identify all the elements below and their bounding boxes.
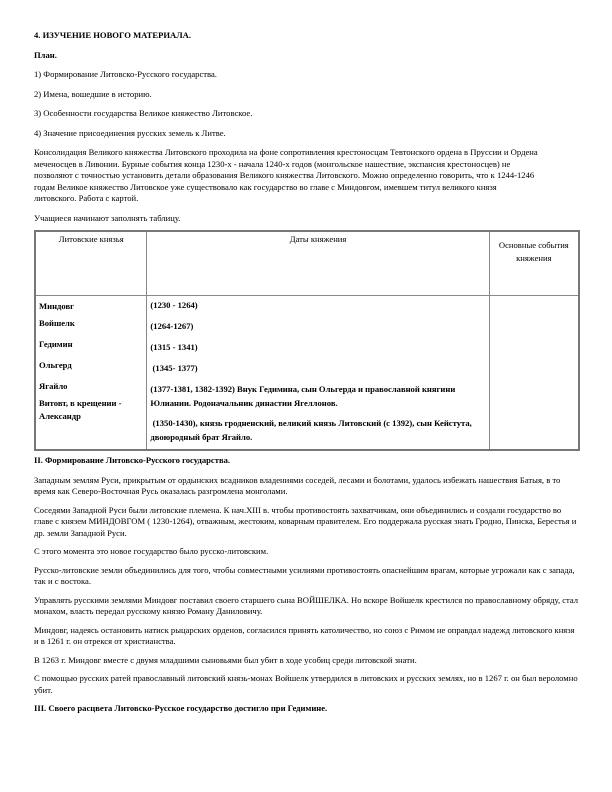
section-2-title: II. Формирование Литовско-Русского государства. — [34, 455, 231, 465]
prince-name: Ягайло — [39, 381, 68, 391]
prince-name: Миндовг — [39, 301, 74, 311]
prince-name: Ольгерд — [39, 360, 72, 370]
princes-table — [34, 230, 580, 451]
reign-dates: (1345- 1377) — [150, 363, 198, 373]
section-3-title: III. Своего расцвета Литовско-Русское государство достигло при Гедимине. — [34, 703, 328, 713]
paragraph: Русско-литовские земли объединились для того, чтобы совместными усилиями противостоять опаснейшим врагам, которые угрожали как с запада, так и с востока. — [34, 564, 575, 586]
princes-cell — [35, 296, 147, 451]
section-title: 4. ИЗУЧЕНИЕ НОВОГО МАТЕРИАЛА. — [34, 30, 191, 40]
events-cell — [489, 296, 579, 451]
paragraph: Соседями Западной Руси были литовские племена. К нач.XIII в. чтобы противостоять захватчикам, они объединились и создали государство во главе с князем МИНДОВГОМ ( 1230-1264), отважным, жестоким, коварным правителем. Его поддержала русская знать Гродно, Пинска, Берестья и др. земли Западной Руси. — [34, 504, 577, 538]
paragraph: С помощью русских ратей православный литовский князь-монах Войшелк утвердился в литовских и русских землях, но в 1267 г. он был вероломно убит. — [34, 673, 578, 695]
paragraph: С этого момента это новое государство было русско-литовским. — [34, 546, 269, 556]
paragraph: Западным землям Руси, прикрытым от ордынских всадников владениями соседей, лесами и болотами, удалось избежать нашествия Батыя, в то время как Северо-Восточная Русь оказалась разгромлена монголами. — [34, 474, 561, 496]
prince-name: Витовт, в крещении - Александр — [39, 398, 122, 421]
dates-cell — [147, 296, 489, 451]
paragraph: В 1263 г. Миндовг вместе с двумя младшими сыновьями был убит в ходе усобиц среди литовской знати. — [34, 654, 417, 665]
document-page — [34, 30, 580, 722]
reign-dates: (1377-1381, 1382-1392) Внук Гедимина, сын Ольгерда и православной княгини Юлиании. Родоначальник династии Ягеллонов. — [150, 384, 456, 408]
header-dates: Даты княжения — [147, 231, 489, 296]
header-princes: Литовские князья — [35, 231, 147, 296]
paragraph: Миндовг, надеясь остановить натиск рыцарских орденов, согласился принять католичество, но союз с Римом не оправдал надежд литовского князя и в 1261 г. он отрекся от христианства. — [34, 624, 575, 646]
paragraph: Управлять русскими землями Миндовг поставил своего старшего сына ВОЙШЕЛКА. Но вскоре Войшелк крестился по православному обряду, стал монахом, власть передал русскому князю Роману Даниловичу. — [34, 594, 579, 616]
table-row — [35, 296, 579, 451]
reign-dates: (1315 - 1341) — [150, 342, 198, 352]
plan-item: 2) Имена, вошедшие в историю. — [34, 88, 152, 99]
reign-dates: (1350-1430), князь гродненский, великий князь Литовский (с 1392), сын Кейстута, двоюродный брат Ягайло. — [150, 418, 474, 442]
reign-dates: (1264-1267) — [150, 321, 194, 331]
plan-item: 3) Особенности государства Великое княжество Литовское. — [34, 108, 253, 118]
table-header-row — [35, 231, 579, 296]
intro-paragraph: Консолидация Великого княжества Литовского проходила на фоне сопротивления крестоносцам Тевтонского ордена в Пруссии и Ордена меченосцев в Ливонии. Бурные события конца 1230-х - начала 1240-х годов (монгольское нашествие, экспансия крестоносцев) не позволяют с точностью установить детали образования Великого княжества Литовского. Можно определенно говорить, что к 1244-1246 годам Великое княжество Литовское уже существовало как государство во главе с Миндовгом, имевшем титул великого князя литовского. Работа с картой. — [34, 147, 538, 203]
reign-dates: (1230 - 1264) — [150, 300, 198, 310]
header-events: Основные события княжения — [489, 231, 579, 296]
prince-name: Гедимин — [39, 339, 73, 349]
plan-item: 4) Значение присоединения русских земель к Литве. — [34, 127, 226, 138]
plan-heading: План. — [34, 49, 57, 60]
plan-item: 1) Формирование Литовско-Русского государства. — [34, 69, 217, 79]
task-line: Учащиеся начинают заполнять таблицу. — [34, 212, 181, 223]
prince-name: Войшелк — [39, 318, 75, 328]
